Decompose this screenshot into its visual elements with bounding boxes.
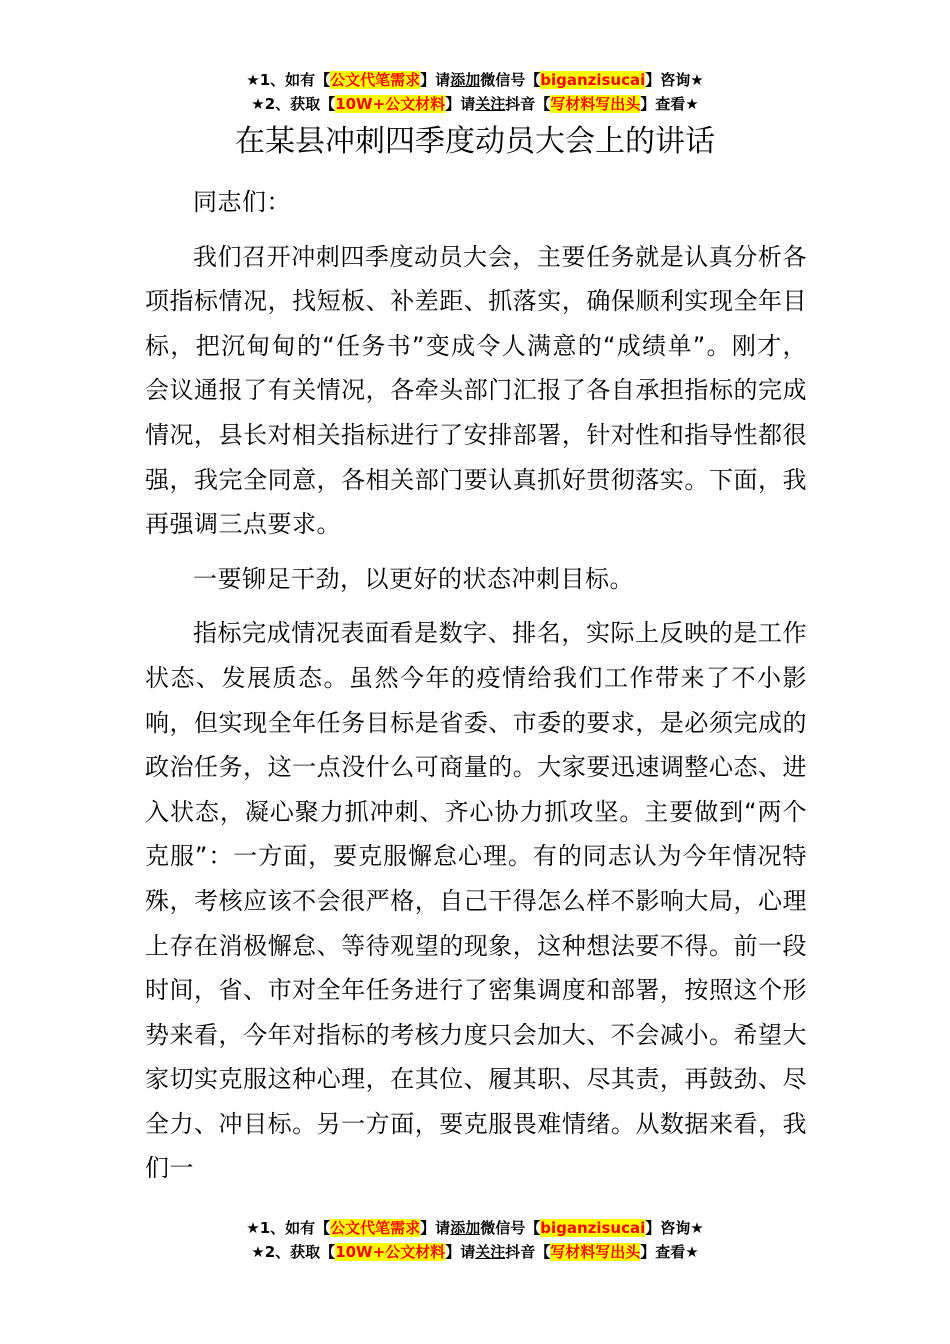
- document-body: [145, 180, 807, 1191]
- footer-highlight-wechat-id: biganzisucai: [540, 1219, 646, 1237]
- underline-add: 添加: [450, 71, 481, 89]
- highlight-writing-service: 公文代笔需求: [330, 71, 421, 89]
- underline-follow: 关注: [475, 95, 506, 113]
- footer-banner: [0, 1216, 950, 1264]
- highlight-wechat-id: biganzisucai: [540, 71, 646, 89]
- banner-line-2: ★2、获取【10W+公文材料】请关注抖音【写材料写出头】查看★: [251, 95, 699, 113]
- paragraph-1: 我们召开冲刺四季度动员大会，主要任务就是认真分析各项指标情况，找短板、补差距、抓落实，确保顺利实现全年目标，把沉甸甸的“任务书”变成令人满意的“成绩单”。刚才，会议通报了有关情况，各牵头部门汇报了各自承担指标的完成情况，县长对相关指标进行了安排部署，针对性和指导性都很强，我完全同意，各相关部门要认真抓好贯彻落实。下面，我再强调三点要求。: [145, 242, 807, 539]
- highlight-douyin-account: 写材料写出头: [550, 95, 641, 113]
- footer-underline-follow: 关注: [475, 1243, 506, 1261]
- header-banner: [0, 68, 950, 116]
- footer-line-2: ★2、获取【10W+公文材料】请关注抖音【写材料写出头】查看★: [251, 1243, 699, 1261]
- document-title: 在某县冲刺四季度动员大会上的讲话: [235, 124, 715, 159]
- footer-highlight-writing-service: 公文代笔需求: [330, 1219, 421, 1237]
- paragraph-2: 一要铆足干劲，以更好的状态冲刺目标。: [193, 564, 634, 593]
- footer-underline-add: 添加: [450, 1219, 481, 1237]
- footer-highlight-materials: 10W+公文材料: [335, 1243, 446, 1261]
- paragraph-3: 指标完成情况表面看是数字、排名，实际上反映的是工作状态、发展质态。虽然今年的疫情给我们工作带来了不小影响，但实现全年任务目标是省委、市委的要求，是必须完成的政治任务，这一点没什么可商量的。大家要迅速调整心态、进入状态，凝心聚力抓冲刺、齐心协力抓攻坚。主要做到“两个克服”：一方面，要克服懈怠心理。有的同志认为今年情况特殊，考核应该不会很严格，自己干得怎么样不影响大局，心理上存在消极懈怠、等待观望的现象，这种想法要不得。前一段时间，省、市对全年任务进行了密集调度和部署，按照这个形势来看，今年对指标的考核力度只会加大、不会减小。希望大家切实克服这种心理，在其位、履其职、尽其责，再鼓劲、尽全力、冲目标。另一方面，要克服畏难情绪。从数据来看，我们一: [145, 619, 807, 1183]
- footer-highlight-douyin-account: 写材料写出头: [550, 1243, 641, 1261]
- banner-line-1: ★1、如有【公文代笔需求】请添加微信号【biganzisucai】咨询★: [246, 71, 704, 89]
- highlight-materials: 10W+公文材料: [335, 95, 446, 113]
- salutation: 同志们：: [193, 188, 291, 216]
- footer-line-1: ★1、如有【公文代笔需求】请添加微信号【biganzisucai】咨询★: [246, 1219, 704, 1237]
